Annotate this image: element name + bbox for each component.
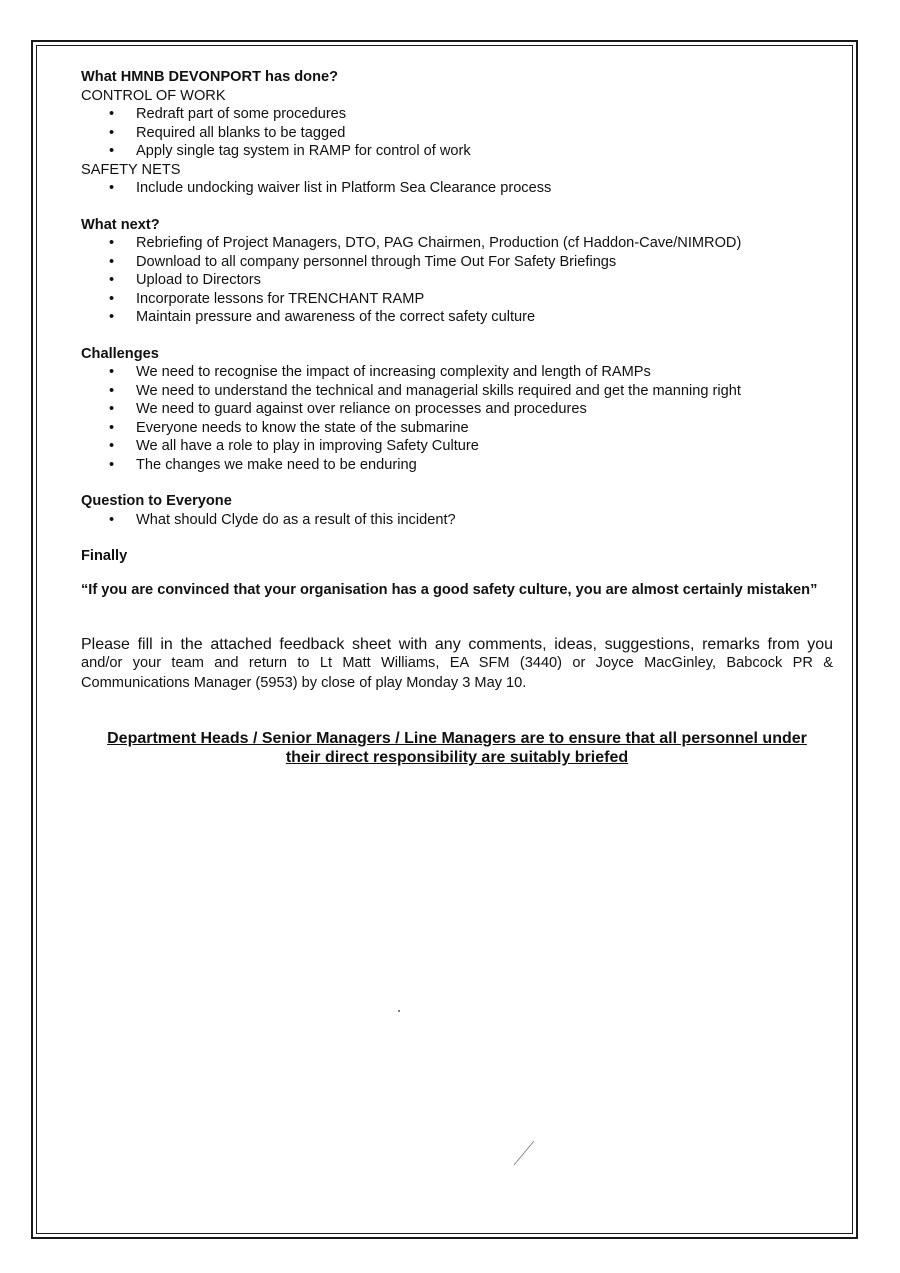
question-heading: Question to Everyone xyxy=(81,493,232,509)
bullet-icon: • xyxy=(109,382,115,399)
list-item xyxy=(81,456,833,475)
list-item xyxy=(81,179,833,198)
bullet-icon: • xyxy=(109,456,115,473)
list-item-text: We all have a role to play in improving Safety Culture xyxy=(136,438,479,454)
finally-heading: Finally xyxy=(81,548,128,564)
list-item xyxy=(81,308,833,327)
control-of-work-label: CONTROL OF WORK xyxy=(81,87,226,104)
list-item-text: Required all blanks to be tagged xyxy=(136,124,346,141)
scan-speck xyxy=(398,1010,400,1012)
list-item xyxy=(81,142,833,161)
safety-nets-label: SAFETY NETS xyxy=(81,161,181,178)
list-item xyxy=(81,363,833,382)
safety-nets-list xyxy=(81,179,833,198)
challenges-heading: Challenges xyxy=(81,345,159,362)
devonport-section xyxy=(81,68,833,198)
list-item-text: Redraft part of some procedures xyxy=(136,106,347,122)
page-border-inner xyxy=(36,45,853,1234)
directive-line: Department Heads / Senior Managers / Line Managers are to ensure that all personnel under xyxy=(107,730,807,747)
question-list xyxy=(81,511,833,530)
bullet-icon: • xyxy=(109,106,115,122)
directive-line: their direct responsibility are suitably briefed xyxy=(285,749,629,766)
list-item-text: We need to understand the technical and managerial skills required and get the manning right xyxy=(136,382,741,399)
list-item xyxy=(81,511,833,530)
what-next-section xyxy=(81,216,833,327)
pen-stroke-mark xyxy=(512,1140,536,1166)
safety-culture-quote: “If you are convinced that your organisation has a good safety culture, you are almost certainly mistaken” xyxy=(81,581,818,598)
list-item xyxy=(81,419,833,438)
page-border-outer xyxy=(31,40,858,1239)
finally-section xyxy=(81,547,833,599)
list-item xyxy=(81,105,833,124)
bullet-icon: • xyxy=(109,272,115,288)
bullet-icon: • xyxy=(109,309,115,325)
list-item-text: We need to guard against over reliance on processes and procedures xyxy=(136,401,587,417)
briefing-directive xyxy=(81,729,833,767)
bullet-icon: • xyxy=(109,290,115,307)
bullet-icon: • xyxy=(109,419,115,436)
what-next-heading: What next? xyxy=(81,216,160,233)
list-item-text: Incorporate lessons for TRENCHANT RAMP xyxy=(136,290,425,307)
list-item-text: What should Clyde do as a result of this incident? xyxy=(136,511,456,528)
list-item-text: Apply single tag system in RAMP for control of work xyxy=(136,143,471,159)
bullet-icon: • xyxy=(109,511,115,528)
bullet-icon: • xyxy=(109,253,115,270)
question-section xyxy=(81,492,833,529)
list-item-text: Rebriefing of Project Managers, DTO, PAG Chairmen, Production (cf Haddon-Cave/NIMROD) xyxy=(136,235,742,251)
list-item xyxy=(81,290,833,309)
list-item xyxy=(81,382,833,401)
list-item-text: We need to recognise the impact of increasing complexity and length of RAMPs xyxy=(136,364,651,380)
list-item xyxy=(81,234,833,253)
challenges-list xyxy=(81,363,833,474)
bullet-icon: • xyxy=(109,180,115,196)
list-item-text: Everyone needs to know the state of the submarine xyxy=(136,419,469,436)
list-item xyxy=(81,253,833,272)
list-item xyxy=(81,437,833,456)
list-item-text: Download to all company personnel through Time Out For Safety Briefings xyxy=(136,253,617,270)
list-item-text: Include undocking waiver list in Platform Sea Clearance process xyxy=(136,180,552,196)
list-item xyxy=(81,400,833,419)
list-item-text: Upload to Directors xyxy=(136,272,261,288)
bullet-icon: • xyxy=(109,143,115,159)
list-item xyxy=(81,124,833,143)
list-item xyxy=(81,271,833,290)
feedback-paragraph xyxy=(81,635,833,694)
what-next-list xyxy=(81,234,833,327)
challenges-section xyxy=(81,345,833,475)
list-item-text: Maintain pressure and awareness of the correct safety culture xyxy=(136,309,536,325)
page-content xyxy=(81,68,833,767)
bullet-icon: • xyxy=(109,235,115,251)
list-item-text: The changes we make need to be enduring xyxy=(136,456,417,473)
feedback-line: Please fill in the attached feedback sheet with any comments, ideas, suggestions, remarks from you xyxy=(81,635,833,653)
feedback-line: and/or your team and return to Lt Matt Williams, EA SFM (3440) or Joyce MacGinley, Babcock PR & xyxy=(81,655,833,671)
feedback-line: Communications Manager (5953) by close of play Monday 3 May 10. xyxy=(81,674,527,691)
bullet-icon: • xyxy=(109,124,115,141)
bullet-icon: • xyxy=(109,438,115,454)
devonport-heading: What HMNB DEVONPORT has done? xyxy=(81,69,339,85)
bullet-icon: • xyxy=(109,364,115,380)
bullet-icon: • xyxy=(109,401,115,417)
control-of-work-list xyxy=(81,105,833,161)
